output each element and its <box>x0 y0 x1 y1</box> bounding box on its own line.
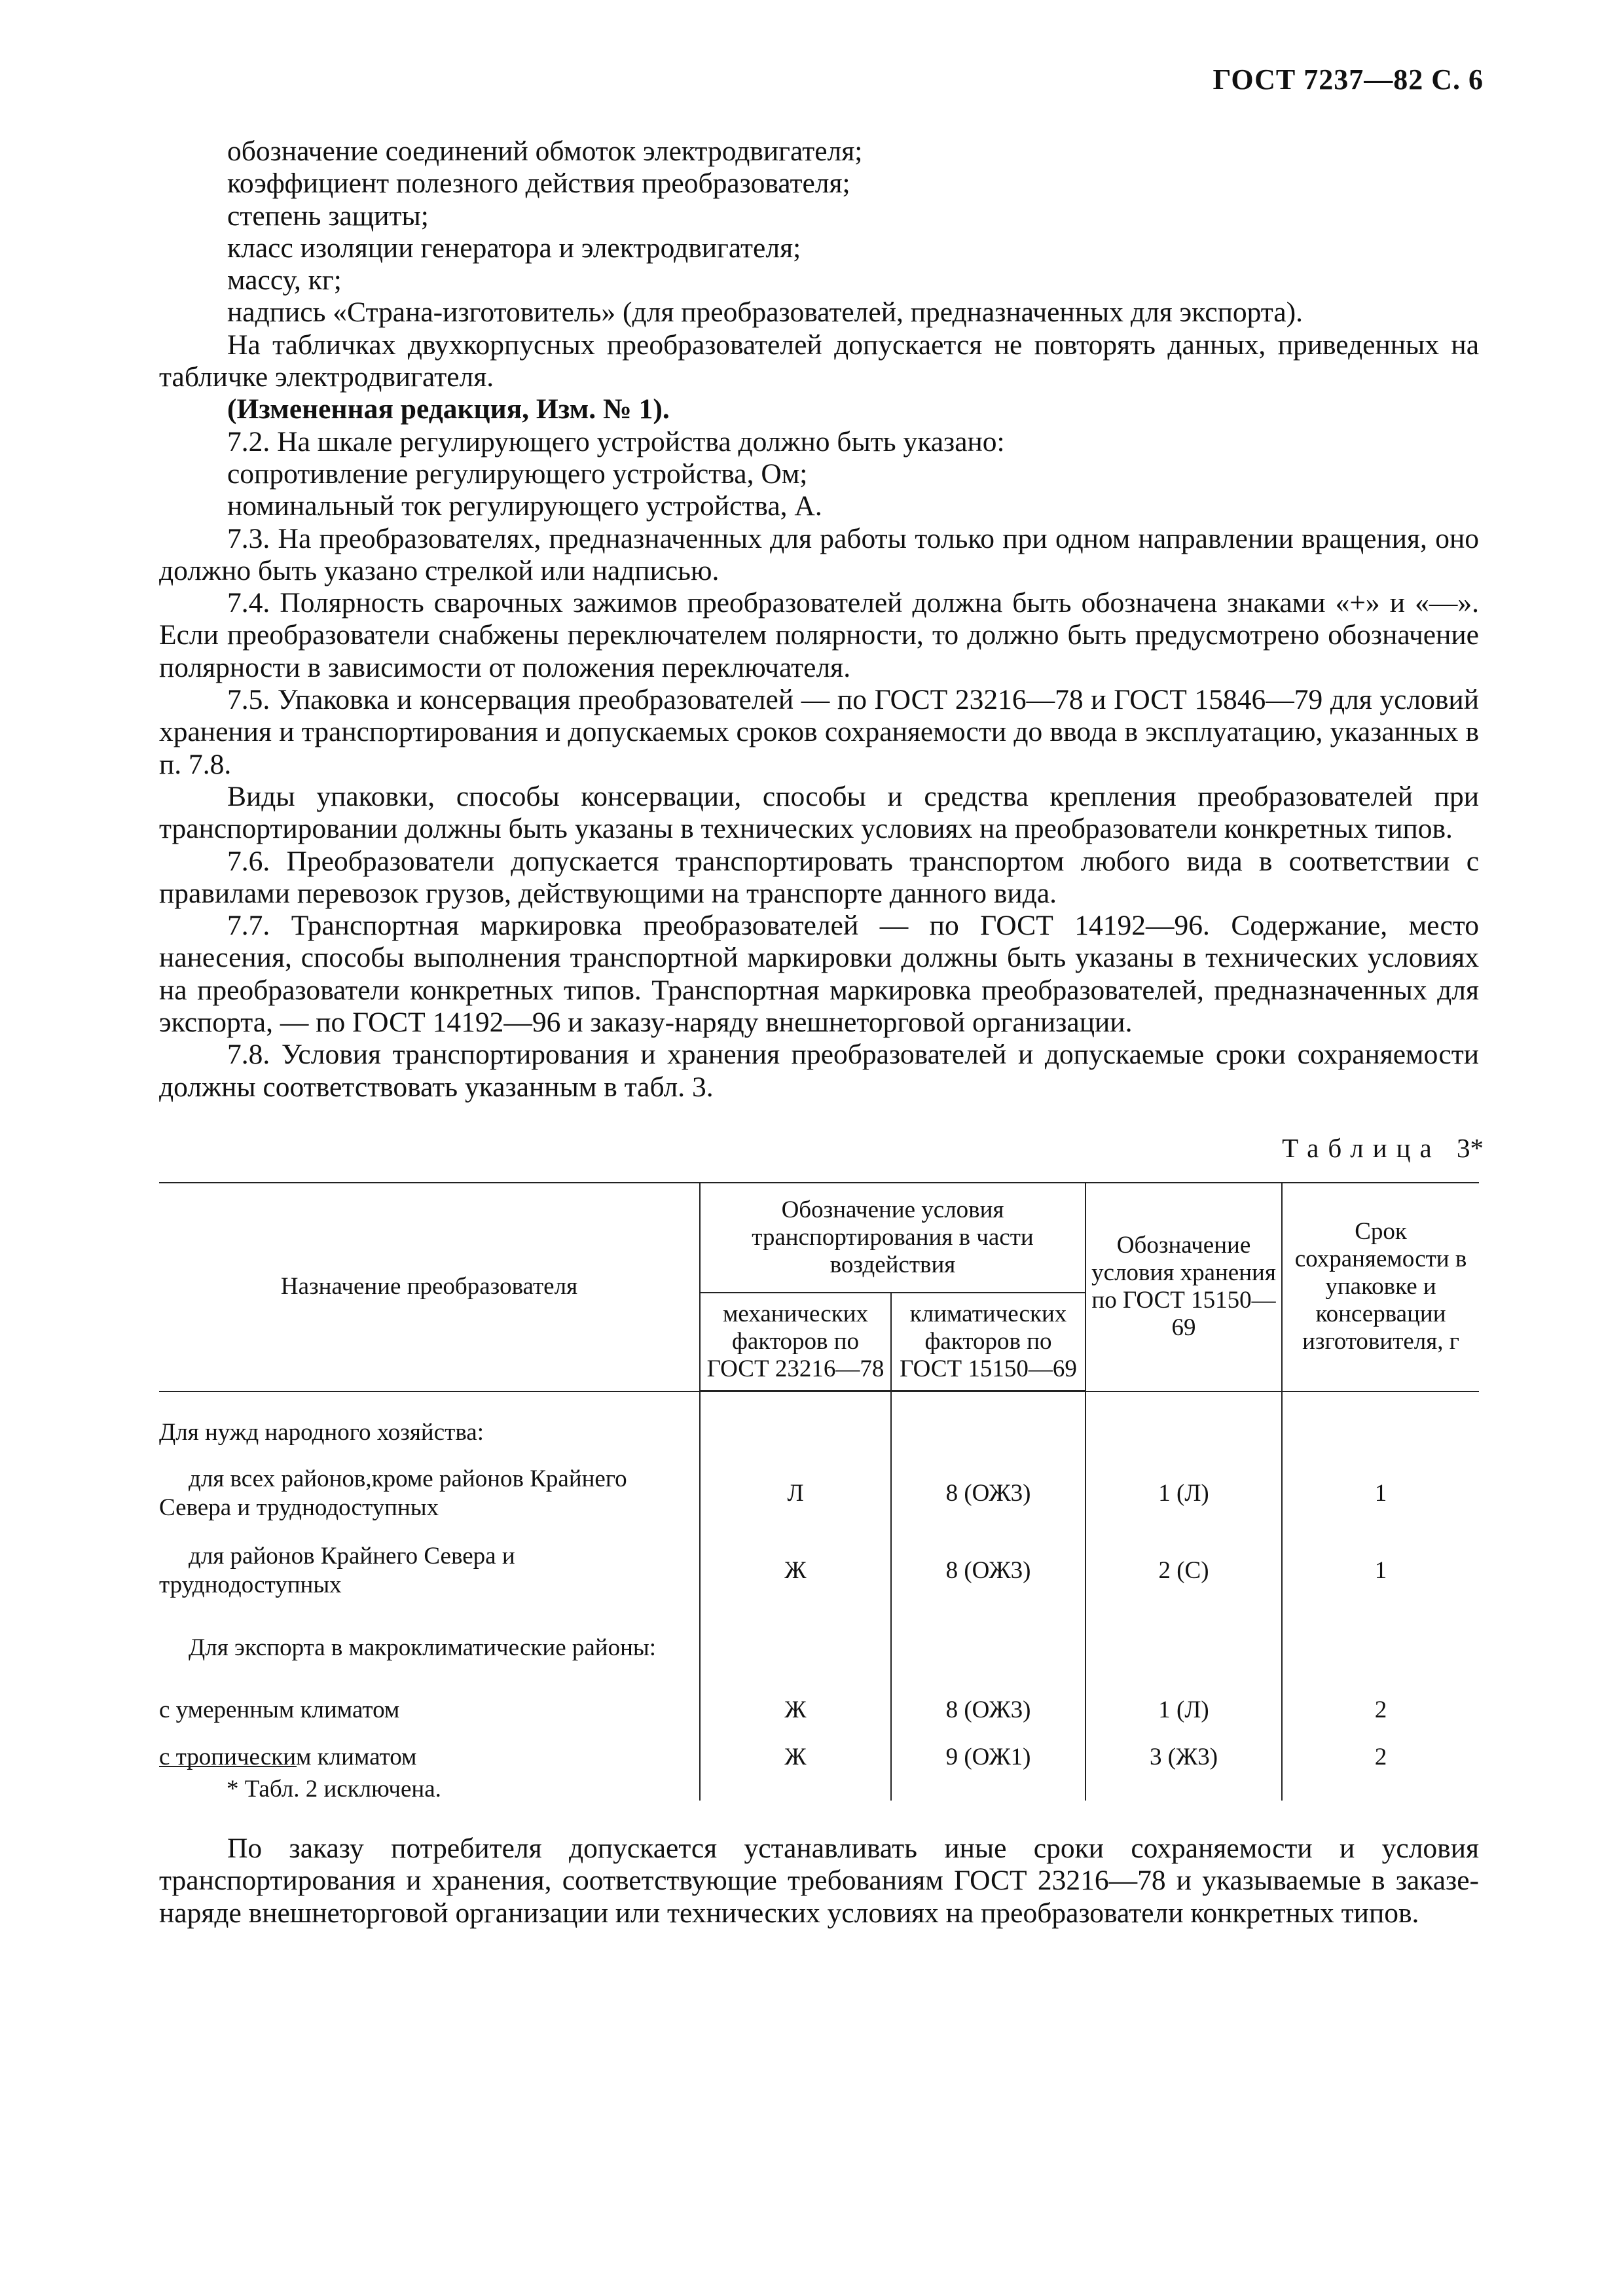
paragraph: Виды упаковки, способы консервации, способы и средства крепления преобразователей при транспортировании должны быть указаны в технических условиях на преобразователи конкретных типов. <box>159 780 1479 845</box>
cell-purpose: Для нужд народного хозяйства: <box>159 1419 484 1446</box>
cell-shelf-life: 2 <box>1282 1687 1479 1734</box>
body-text <box>159 135 1479 1103</box>
paragraph: На табличках двухкорпусных преобразователей допускается не повторять данных, приведенных на табличке электродвигателя. <box>159 329 1479 393</box>
cell-purpose: с умеренным климатом <box>159 1696 400 1723</box>
cell-shelf-life: 1 <box>1282 1455 1479 1532</box>
cell-mechanical: Л <box>700 1455 891 1532</box>
cell-storage: 3 (Ж3) <box>1085 1734 1282 1781</box>
cell-mechanical <box>700 1410 891 1455</box>
cell-climatic: 8 (ОЖ3) <box>891 1687 1085 1734</box>
cell-climatic <box>891 1410 1085 1455</box>
cell-storage <box>1085 1410 1282 1455</box>
paragraph: коэффициент полезного действия преобразователя; <box>227 168 850 200</box>
paragraph: массу, кг; <box>227 264 342 296</box>
cell-climatic <box>891 1609 1085 1687</box>
cell-shelf-life <box>1282 1410 1479 1455</box>
cell-climatic: 9 (ОЖ1) <box>891 1734 1085 1781</box>
cell-storage <box>1085 1609 1282 1687</box>
cell-storage: 1 (Л) <box>1085 1687 1282 1734</box>
paragraph: По заказу потребителя допускается устанавливать иные сроки сохраняемости и условия транспортирования и хранения, соответствующие требованиям ГОСТ 23216—78 и указываемые в заказе-наряде внешнеторговой организации или технических условиях на преобразователи конкретных типов. <box>159 1833 1479 1929</box>
paragraph: класс изоляции генератора и электродвигателя; <box>227 232 801 264</box>
table-row <box>159 1455 1479 1532</box>
table-row <box>159 1410 1479 1455</box>
paragraph: 7.3. На преобразователях, предназначенных для работы только при одном направлении вращения, оно должно быть указано стрелкой или надписью. <box>159 522 1479 586</box>
footnote-rule <box>159 1766 297 1767</box>
cell-shelf-life <box>1282 1609 1479 1687</box>
cell-purpose: для всех районов,кроме районов Крайнего Севера и труднодоступных <box>159 1465 627 1521</box>
cell-purpose: с тропическим климатом <box>159 1744 417 1770</box>
cell-mechanical: Ж <box>700 1532 891 1609</box>
cell-climatic: 8 (ОЖ3) <box>891 1532 1085 1609</box>
header-mechanical: механических факторов по ГОСТ 23216—78 <box>700 1293 891 1391</box>
table-title-number: 3* <box>1457 1133 1484 1163</box>
storage-transport-table <box>159 1182 1479 1801</box>
header-transport-group: Обозначение условия транспортирования в части воздействия <box>700 1183 1085 1293</box>
paragraph: 7.8. Условия транспортирования и хранения преобразователей и допускаемые сроки сохраняемости должны соответствовать указанным в табл. 3. <box>159 1039 1479 1103</box>
header-purpose: Назначение преобразователя <box>159 1183 700 1391</box>
cell-shelf-life: 2 <box>1282 1734 1479 1781</box>
paragraph: сопротивление регулирующего устройства, Ом; <box>227 457 808 490</box>
table-title <box>1282 1132 1484 1164</box>
header-shelf-life: Срок сохраняемости в упаковке и консервации изготовителя, г <box>1282 1183 1479 1391</box>
footnote: * Табл. 2 исключена. <box>227 1776 441 1803</box>
closing-text <box>159 1833 1479 1929</box>
cell-mechanical <box>700 1609 891 1687</box>
paragraph: 7.4. Полярность сварочных зажимов преобразователей должна быть обозначена знаками «+» и «—». Если преобразователи снабжены переключателем полярности, то должно быть предусмотрено обозначение полярности в зависимости от положения переключателя. <box>159 587 1479 683</box>
cell-storage: 1 (Л) <box>1085 1455 1282 1532</box>
table-row <box>159 1687 1479 1734</box>
cell-mechanical: Ж <box>700 1687 891 1734</box>
table-title-word: Таблица <box>1282 1133 1441 1163</box>
paragraph: 7.7. Транспортная маркировка преобразователей — по ГОСТ 14192—96. Содержание, место нанесения, способы выполнения транспортной маркировки должны быть указаны в технических условиях на преобразователи конкретных типов. Транспортная маркировка преобразователей, предназначенных для экспорта, — по ГОСТ 14192—96 и заказу-наряду внешнеторговой организации. <box>159 910 1479 1039</box>
table-row <box>159 1532 1479 1609</box>
cell-purpose: для районов Крайнего Севера и труднодоступных <box>159 1543 515 1598</box>
header-storage: Обозначение условия хранения по ГОСТ 15150—69 <box>1085 1183 1282 1391</box>
paragraph: надпись «Страна-изготовитель» (для преобразователей, предназначенных для экспорта). <box>227 296 1303 329</box>
cell-shelf-life: 1 <box>1282 1532 1479 1609</box>
cell-climatic: 8 (ОЖ3) <box>891 1455 1085 1532</box>
paragraph: обозначение соединений обмоток электродвигателя; <box>227 135 863 167</box>
table-row <box>159 1734 1479 1781</box>
paragraph: 7.5. Упаковка и консервация преобразователей — по ГОСТ 23216—78 и ГОСТ 15846—79 для условий хранения и транспортирования и допускаемых сроков сохраняемости до ввода в эксплуатацию, указанных в п. 7.8. <box>159 684 1479 780</box>
paragraph: степень защиты; <box>227 200 429 232</box>
cell-storage: 2 (С) <box>1085 1532 1282 1609</box>
paragraph: 7.6. Преобразователи допускается транспортировать транспортом любого вида в соответствии с правилами перевозок грузов, действующими на транспорте данного вида. <box>159 845 1479 909</box>
paragraph: номинальный ток регулирующего устройства, А. <box>227 490 822 522</box>
cell-purpose: Для экспорта в макроклиматические районы: <box>189 1634 657 1661</box>
page-header: ГОСТ 7237—82 С. 6 <box>1213 63 1484 96</box>
amendment-note: (Измененная редакция, Изм. № 1). <box>227 393 670 425</box>
table-row <box>159 1609 1479 1687</box>
header-climatic: климатических факторов по ГОСТ 15150—69 <box>891 1293 1085 1391</box>
cell-mechanical: Ж <box>700 1734 891 1781</box>
paragraph: 7.2. На шкале регулирующего устройства должно быть указано: <box>227 425 1005 457</box>
